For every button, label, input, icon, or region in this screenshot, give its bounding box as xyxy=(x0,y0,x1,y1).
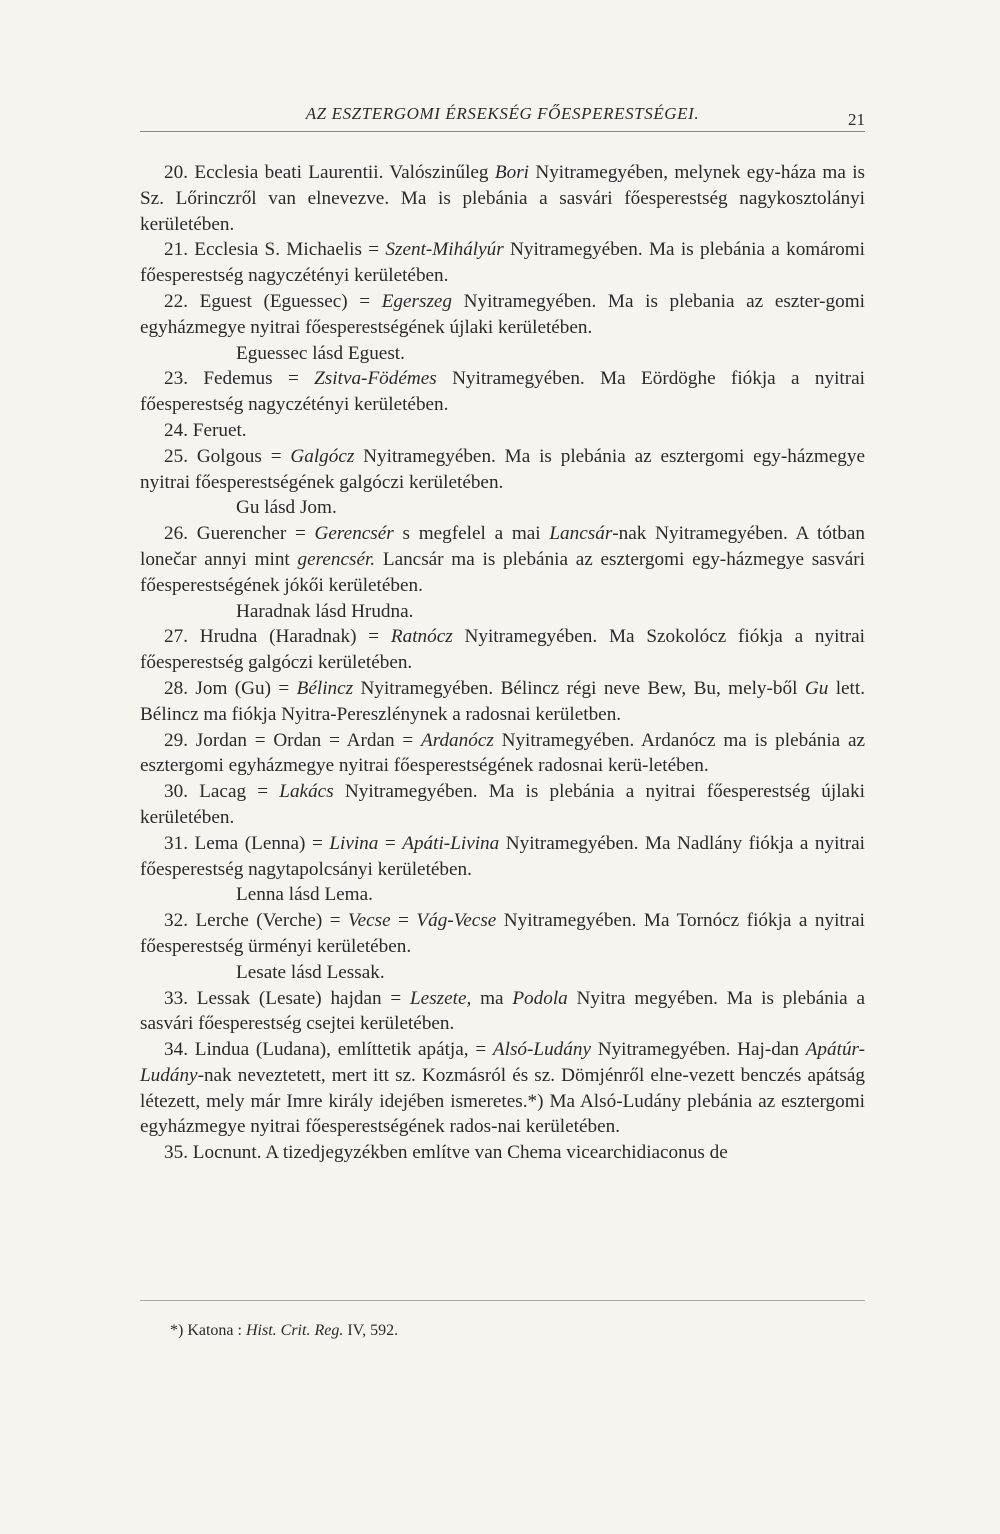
text-run: ma xyxy=(471,987,513,1009)
text-run: Eguessec lásd Eguest. xyxy=(236,342,405,364)
entry-paragraph xyxy=(140,728,865,780)
text-run: 22. Eguest (Eguessec) = xyxy=(164,290,382,312)
text-run: Lenna lásd Lema. xyxy=(236,884,373,906)
italic-place-name: Ratnócz xyxy=(390,626,453,648)
entry-paragraph xyxy=(140,908,865,960)
text-run: 23. Fedemus = xyxy=(164,368,315,390)
text-run: Nyitramegyében. Ardanócz ma is plebánia az esztergomi egyházmegye nyitrai főesperestségének radosnai kerü-letében. xyxy=(140,729,865,777)
text-run: Nyitramegyében. Ma Nadlány fiókja a nyitrai főesperestség nagytapolcsányi kerületében. xyxy=(140,832,865,880)
entry-paragraph xyxy=(140,624,865,676)
entry-paragraph xyxy=(140,418,865,444)
text-run: Nyitramegyében. Ma is plebánia az esztergomi egy-házmegye nyitrai főesperestségének galgóczi kerületében. xyxy=(140,445,865,493)
italic-place-name: Gu xyxy=(804,677,829,699)
page-header xyxy=(140,98,865,128)
italic-place-name: Vág-Vecse xyxy=(416,910,497,932)
text-run: 32. Lerche (Verche) = xyxy=(164,910,348,932)
cross-reference xyxy=(140,882,865,908)
italic-place-name: Hist. Crit. Reg. xyxy=(245,1322,344,1339)
text-run: Gu lásd Jom. xyxy=(236,497,337,519)
text-run: Nyitra megyében. Ma is plebánia a sasvári főesperestség csejtei kerületében. xyxy=(140,987,865,1035)
italic-place-name: Bélincz xyxy=(296,677,354,699)
entry-paragraph xyxy=(140,237,865,289)
italic-place-name: Lancsár xyxy=(549,523,613,545)
text-run: = xyxy=(378,832,403,854)
cross-reference xyxy=(140,960,865,986)
text-run: Nyitramegyében. Ma Eördöghe fiókja a nyitrai főesperestség nagyczétényi kerületében. xyxy=(140,368,865,416)
cross-reference xyxy=(140,599,865,625)
text-run: Haradnak lásd Hrudna. xyxy=(236,600,414,622)
text-run: Nyitramegyében. Ma is plebania az eszter-gomi egyházmegye nyitrai főesperestségének újlaki kerületében. xyxy=(140,290,866,338)
text-run: 31. Lema (Lenna) = xyxy=(164,832,330,854)
header-rule xyxy=(140,131,865,132)
entry-paragraph xyxy=(140,779,865,831)
italic-place-name: Livina xyxy=(329,832,379,854)
text-run: Nyitramegyében. Ma is plebánia a komáromi főesperestség nagyczétényi kerületében. xyxy=(140,239,865,287)
italic-place-name: Zsitva-Födémes xyxy=(314,368,437,390)
italic-place-name: Szent-Mihályúr xyxy=(385,239,504,261)
entry-paragraph xyxy=(140,289,865,341)
text-run: *) Katona : xyxy=(170,1322,246,1339)
italic-place-name: Podola xyxy=(512,987,568,1009)
text-run: 34. Lindua (Ludana), említtetik apátja, = xyxy=(164,1039,493,1061)
text-run: Lesate lásd Lessak. xyxy=(236,961,385,983)
text-run: lett. Bélincz ma fiókja Nyitra-Pereszlénynek a radosnai kerületben. xyxy=(140,677,866,725)
text-run: Lancsár ma is plebánia az esztergomi egy-házmegye sasvári főesperestségének jókői kerületében. xyxy=(140,548,865,596)
italic-place-name: Leszete, xyxy=(410,987,472,1009)
entry-paragraph xyxy=(140,160,865,237)
body-text xyxy=(140,160,865,1166)
text-run: = xyxy=(390,910,417,932)
text-run: 20. Ecclesia beati Laurentii. Valószinűleg xyxy=(164,162,495,183)
italic-place-name: Egerszeg xyxy=(381,290,453,312)
entry-paragraph xyxy=(140,366,865,418)
cross-reference xyxy=(140,495,865,521)
text-run: s megfelel a mai xyxy=(393,523,550,545)
italic-place-name: gerencsér. xyxy=(297,548,376,570)
entry-paragraph xyxy=(140,831,865,883)
text-run: 25. Golgous = xyxy=(164,445,291,467)
text-run: 28. Jom (Gu) = xyxy=(164,677,297,699)
italic-place-name: Lakács xyxy=(279,781,334,803)
text-run: 27. Hrudna (Haradnak) = xyxy=(164,626,391,648)
text-run: IV, 592. xyxy=(343,1322,399,1339)
entry-paragraph xyxy=(140,444,865,496)
entry-paragraph xyxy=(140,676,865,728)
footnote-rule xyxy=(140,1300,865,1301)
text-run: 26. Guerencher = xyxy=(164,523,315,545)
text-run: Nyitramegyében. Haj-dan xyxy=(590,1039,806,1061)
italic-place-name: Alsó-Ludány xyxy=(492,1039,591,1061)
text-run: Nyitramegyében. Bélincz régi neve Bew, Bu, mely-ből xyxy=(353,677,805,699)
text-run: 35. Locnunt. A tizedjegyzékben említve van Chema vicearchidiaconus de xyxy=(164,1142,728,1164)
cross-reference xyxy=(140,341,865,367)
footnote xyxy=(170,1322,398,1340)
italic-place-name: Galgócz xyxy=(290,445,355,467)
text-run: Nyitramegyében. Ma Tornócz fiókja a nyitrai főesperestség ürményi kerületében. xyxy=(140,910,865,957)
running-title: AZ ESZTERGOMI ÉRSEKSÉG FŐESPERESTSÉGEI. xyxy=(305,104,700,123)
text-run: 30. Lacag = xyxy=(164,781,280,803)
entry-paragraph xyxy=(140,1037,865,1140)
entry-paragraph xyxy=(140,1140,865,1166)
italic-place-name: Vecse xyxy=(348,910,391,932)
text-run: 24. Feruet. xyxy=(164,419,247,441)
entry-paragraph xyxy=(140,521,865,598)
italic-place-name: Gerencsér xyxy=(314,523,394,545)
text-run: -nak neveztetett, mert itt sz. Kozmásról és sz. Dömjénről elne-vezett benczés apátság létezett, mely már Imre király idejében ismeretes.*) Ma Alsó-Ludány plebánia az esztergomi egyházmegye nyitrai főesperestségének rados-nai kerületében. xyxy=(140,1064,865,1138)
italic-place-name: Apáti-Livina xyxy=(402,832,500,854)
italic-place-name: Apátúr-Ludány xyxy=(140,1039,866,1086)
text-run: 29. Jordan = Ordan = Ardan = xyxy=(164,729,421,751)
text-run: 33. Lessak (Lesate) hajdan = xyxy=(164,987,410,1009)
italic-place-name: Ardanócz xyxy=(420,729,494,751)
entry-paragraph xyxy=(140,986,865,1038)
text-run: Nyitramegyében. Ma is plebánia a nyitrai főesperestség újlaki kerületében. xyxy=(140,781,866,828)
page-number: 21 xyxy=(848,110,865,129)
text-run: Nyitramegyében, melynek egy-háza ma is Sz. Lőrinczről van elnevezve. Ma is plebánia a sasvári főesperestség nagykosztolányi kerületében. xyxy=(140,162,865,235)
text-run: Nyitramegyében. Ma Szokolócz fiókja a nyitrai főesperestség galgóczi kerületében. xyxy=(140,626,865,674)
text-run: -nak Nyitramegyében. A tótban lonečar annyi mint xyxy=(140,523,865,570)
italic-place-name: Bori xyxy=(494,162,529,183)
text-run: 21. Ecclesia S. Michaelis = xyxy=(164,239,386,261)
